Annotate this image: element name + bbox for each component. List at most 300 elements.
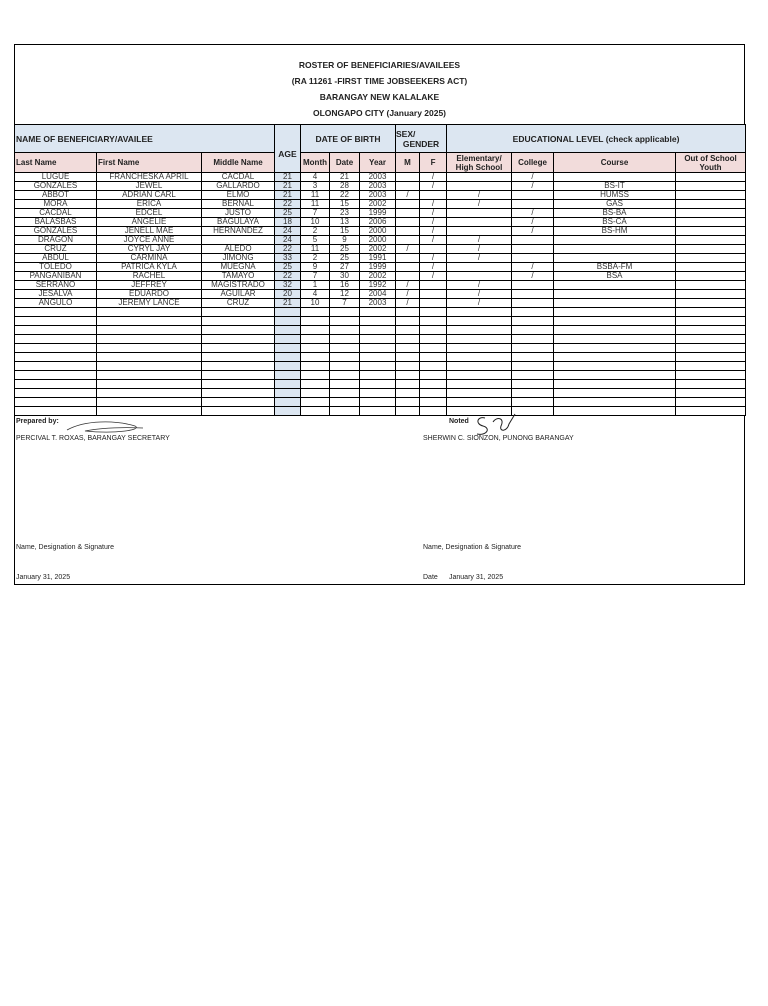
- cell-date: 15: [330, 227, 360, 236]
- name-header: NAME OF BENEFICIARY/AVAILEE: [15, 125, 275, 153]
- empty-cell: [301, 317, 330, 326]
- empty-cell: [202, 326, 275, 335]
- empty-cell: [420, 407, 447, 416]
- cell-osy: [676, 182, 746, 191]
- cell-f: [420, 191, 447, 200]
- cell-osy: [676, 200, 746, 209]
- cell-f: /: [420, 209, 447, 218]
- empty-cell: [202, 407, 275, 416]
- empty-cell: [275, 326, 301, 335]
- empty-cell: [420, 389, 447, 398]
- cell-date: 23: [330, 209, 360, 218]
- empty-cell: [554, 353, 676, 362]
- prepared-signature-icon: [65, 418, 145, 436]
- cell-year: 1999: [360, 209, 396, 218]
- cell-college: /: [512, 182, 554, 191]
- year-header: Year: [360, 153, 396, 173]
- cell-osy: [676, 191, 746, 200]
- elem-header-line-1: Elementary/: [456, 153, 502, 163]
- empty-cell: [512, 317, 554, 326]
- cell-year: 2003: [360, 191, 396, 200]
- empty-cell: [447, 335, 512, 344]
- cell-first: EDUARDO: [97, 290, 202, 299]
- empty-cell: [97, 380, 202, 389]
- empty-cell: [512, 326, 554, 335]
- empty-cell: [15, 362, 97, 371]
- cell-first: EDCEL: [97, 209, 202, 218]
- osy-header: [676, 153, 746, 173]
- cell-month: 11: [301, 200, 330, 209]
- empty-cell: [447, 353, 512, 362]
- empty-cell: [447, 326, 512, 335]
- empty-cell: [420, 353, 447, 362]
- empty-cell: [360, 371, 396, 380]
- empty-row: [15, 353, 746, 362]
- empty-cell: [554, 398, 676, 407]
- empty-row: [15, 326, 746, 335]
- empty-cell: [301, 371, 330, 380]
- cell-f: /: [420, 200, 447, 209]
- cell-f: /: [420, 173, 447, 182]
- empty-cell: [330, 371, 360, 380]
- empty-cell: [330, 353, 360, 362]
- empty-cell: [202, 398, 275, 407]
- cell-osy: [676, 263, 746, 272]
- empty-cell: [275, 335, 301, 344]
- empty-cell: [97, 353, 202, 362]
- cell-year: 2000: [360, 227, 396, 236]
- empty-cell: [420, 344, 447, 353]
- cell-elem: /: [447, 290, 512, 299]
- cell-m: [396, 182, 420, 191]
- empty-cell: [202, 362, 275, 371]
- cell-year: 1999: [360, 263, 396, 272]
- cell-f: /: [420, 227, 447, 236]
- cell-college: [512, 299, 554, 308]
- empty-cell: [447, 344, 512, 353]
- osy-header-line-2: Youth: [699, 162, 722, 172]
- cell-month: 5: [301, 236, 330, 245]
- cell-last: TOLEDO: [15, 263, 97, 272]
- empty-cell: [554, 317, 676, 326]
- empty-cell: [676, 317, 746, 326]
- empty-cell: [15, 317, 97, 326]
- empty-cell: [301, 362, 330, 371]
- cell-month: 10: [301, 218, 330, 227]
- empty-row: [15, 380, 746, 389]
- cell-f: /: [420, 218, 447, 227]
- title-line-3: BARANGAY NEW KALALAKE: [319, 92, 440, 102]
- cell-last: BALASBAS: [15, 218, 97, 227]
- cell-middle: HERNANDEZ: [202, 227, 275, 236]
- empty-cell: [676, 398, 746, 407]
- cell-month: 7: [301, 209, 330, 218]
- cell-month: 10: [301, 299, 330, 308]
- table-row: [15, 254, 746, 263]
- cell-course: [554, 245, 676, 254]
- cell-age: 18: [275, 218, 301, 227]
- cell-middle: ELMO: [202, 191, 275, 200]
- empty-cell: [15, 326, 97, 335]
- empty-cell: [97, 398, 202, 407]
- cell-osy: [676, 272, 746, 281]
- cell-elem: /: [447, 254, 512, 263]
- empty-cell: [420, 371, 447, 380]
- table-row: [15, 227, 746, 236]
- date-header: Date: [330, 153, 360, 173]
- empty-cell: [202, 380, 275, 389]
- osy-header-line-1: Out of School: [684, 153, 737, 163]
- cell-middle: BAGULAYA: [202, 218, 275, 227]
- cell-date: 21: [330, 173, 360, 182]
- cell-age: 24: [275, 227, 301, 236]
- empty-cell: [447, 380, 512, 389]
- cell-course: [554, 236, 676, 245]
- cell-year: 2003: [360, 299, 396, 308]
- empty-cell: [15, 380, 97, 389]
- cell-first: FRANCHESKA APRIL: [97, 173, 202, 182]
- cell-f: /: [420, 263, 447, 272]
- cell-osy: [676, 254, 746, 263]
- cell-month: 7: [301, 272, 330, 281]
- cell-date: 12: [330, 290, 360, 299]
- empty-cell: [15, 398, 97, 407]
- empty-cell: [360, 308, 396, 317]
- table-row: [15, 272, 746, 281]
- empty-cell: [275, 362, 301, 371]
- cell-course: BS-CA: [554, 218, 676, 227]
- cell-m: /: [396, 299, 420, 308]
- cell-college: [512, 200, 554, 209]
- cell-middle: [202, 236, 275, 245]
- cell-first: RACHEL: [97, 272, 202, 281]
- course-header: Course: [554, 153, 676, 173]
- cell-last: LUGUE: [15, 173, 97, 182]
- cell-year: 2002: [360, 272, 396, 281]
- empty-cell: [330, 344, 360, 353]
- cell-middle: JUSTO: [202, 209, 275, 218]
- empty-cell: [97, 326, 202, 335]
- cell-age: 21: [275, 299, 301, 308]
- cell-year: 2004: [360, 290, 396, 299]
- empty-cell: [360, 407, 396, 416]
- empty-cell: [202, 317, 275, 326]
- empty-cell: [396, 326, 420, 335]
- male-header: M: [396, 153, 420, 173]
- cell-date: 28: [330, 182, 360, 191]
- empty-cell: [360, 389, 396, 398]
- cell-date: 25: [330, 245, 360, 254]
- cell-elem: /: [447, 299, 512, 308]
- empty-cell: [512, 389, 554, 398]
- empty-cell: [554, 407, 676, 416]
- cell-age: 24: [275, 236, 301, 245]
- empty-cell: [301, 344, 330, 353]
- cell-osy: [676, 281, 746, 290]
- empty-cell: [360, 362, 396, 371]
- empty-cell: [447, 389, 512, 398]
- cell-age: 32: [275, 281, 301, 290]
- empty-cell: [447, 317, 512, 326]
- empty-cell: [676, 407, 746, 416]
- left-caption: Name, Designation & Signature: [16, 544, 115, 551]
- empty-cell: [15, 353, 97, 362]
- cell-course: BS-IT: [554, 182, 676, 191]
- table-row: [15, 236, 746, 245]
- sex-header-line-2: GENDER: [402, 138, 440, 149]
- empty-cell: [512, 398, 554, 407]
- cell-m: [396, 173, 420, 182]
- cell-f: [420, 299, 447, 308]
- empty-cell: [330, 380, 360, 389]
- cell-m: /: [396, 245, 420, 254]
- empty-row: [15, 371, 746, 380]
- empty-cell: [202, 335, 275, 344]
- empty-cell: [360, 317, 396, 326]
- cell-middle: BERNAL: [202, 200, 275, 209]
- cell-college: /: [512, 272, 554, 281]
- roster-body: [15, 173, 746, 416]
- cell-college: [512, 191, 554, 200]
- empty-cell: [330, 407, 360, 416]
- cell-course: [554, 173, 676, 182]
- empty-cell: [275, 407, 301, 416]
- cell-month: 1: [301, 281, 330, 290]
- empty-cell: [447, 308, 512, 317]
- cell-m: [396, 200, 420, 209]
- cell-age: 25: [275, 263, 301, 272]
- cell-middle: AGUILAR: [202, 290, 275, 299]
- cell-last: ABDUL: [15, 254, 97, 263]
- empty-cell: [15, 371, 97, 380]
- cell-middle: TAMAYO: [202, 272, 275, 281]
- cell-month: 3: [301, 182, 330, 191]
- cell-college: [512, 236, 554, 245]
- cell-m: [396, 272, 420, 281]
- empty-cell: [447, 398, 512, 407]
- cell-last: ABBOT: [15, 191, 97, 200]
- cell-m: [396, 263, 420, 272]
- cell-first: PATRICA KYLA: [97, 263, 202, 272]
- table-row: [15, 173, 746, 182]
- table-row: [15, 209, 746, 218]
- empty-row: [15, 317, 746, 326]
- empty-cell: [676, 308, 746, 317]
- empty-cell: [275, 353, 301, 362]
- empty-cell: [97, 407, 202, 416]
- empty-cell: [330, 308, 360, 317]
- cell-elem: /: [447, 281, 512, 290]
- cell-elem: /: [447, 245, 512, 254]
- table-row: [15, 281, 746, 290]
- empty-cell: [360, 344, 396, 353]
- empty-row: [15, 344, 746, 353]
- cell-year: 2002: [360, 245, 396, 254]
- cell-osy: [676, 299, 746, 308]
- sex-header-line-1: SEX/: [396, 128, 416, 139]
- cell-last: PANGANIBAN: [15, 272, 97, 281]
- empty-cell: [360, 326, 396, 335]
- empty-cell: [97, 389, 202, 398]
- empty-cell: [97, 317, 202, 326]
- college-header: College: [512, 153, 554, 173]
- cell-osy: [676, 218, 746, 227]
- empty-cell: [330, 389, 360, 398]
- empty-cell: [97, 308, 202, 317]
- cell-course: BS-HM: [554, 227, 676, 236]
- empty-cell: [275, 380, 301, 389]
- cell-date: 30: [330, 272, 360, 281]
- empty-row: [15, 335, 746, 344]
- cell-elem: /: [447, 200, 512, 209]
- cell-year: 1991: [360, 254, 396, 263]
- cell-age: 21: [275, 182, 301, 191]
- empty-cell: [420, 335, 447, 344]
- right-date-label: Date: [423, 574, 438, 581]
- empty-row: [15, 389, 746, 398]
- cell-middle: MAGISTRADO: [202, 281, 275, 290]
- empty-cell: [275, 317, 301, 326]
- empty-cell: [396, 335, 420, 344]
- cell-osy: [676, 236, 746, 245]
- prepared-label: Prepared by:: [16, 418, 59, 425]
- empty-cell: [447, 371, 512, 380]
- dob-header: DATE OF BIRTH: [301, 125, 396, 153]
- empty-cell: [420, 398, 447, 407]
- empty-cell: [396, 380, 420, 389]
- cell-m: [396, 218, 420, 227]
- cell-course: [554, 290, 676, 299]
- cell-date: 22: [330, 191, 360, 200]
- noted-name: SHERWIN C. SIONZON, PUNONG BARANGAY: [423, 435, 574, 442]
- cell-month: 11: [301, 245, 330, 254]
- empty-cell: [15, 389, 97, 398]
- empty-cell: [202, 371, 275, 380]
- empty-cell: [15, 344, 97, 353]
- cell-month: 4: [301, 290, 330, 299]
- cell-age: 22: [275, 200, 301, 209]
- cell-college: [512, 254, 554, 263]
- empty-cell: [676, 380, 746, 389]
- cell-first: ERICA: [97, 200, 202, 209]
- cell-osy: [676, 245, 746, 254]
- signature-area: [14, 416, 745, 543]
- roster-table: [14, 124, 746, 416]
- cell-f: /: [420, 182, 447, 191]
- cell-college: /: [512, 173, 554, 182]
- empty-cell: [554, 326, 676, 335]
- empty-cell: [512, 371, 554, 380]
- cell-f: [420, 281, 447, 290]
- cell-last: CRUZ: [15, 245, 97, 254]
- empty-cell: [360, 353, 396, 362]
- empty-cell: [396, 389, 420, 398]
- cell-f: [420, 290, 447, 299]
- right-caption: Name, Designation & Signature: [423, 544, 522, 551]
- title-line-4: OLONGAPO CITY (January 2025): [312, 108, 447, 118]
- cell-last: GONZALES: [15, 227, 97, 236]
- cell-first: ADRIAN CARL: [97, 191, 202, 200]
- empty-cell: [301, 407, 330, 416]
- cell-m: [396, 227, 420, 236]
- empty-cell: [554, 389, 676, 398]
- cell-first: JENELL MAE: [97, 227, 202, 236]
- female-header: F: [420, 153, 447, 173]
- cell-first: JEFFREY: [97, 281, 202, 290]
- empty-cell: [301, 380, 330, 389]
- empty-cell: [420, 362, 447, 371]
- cell-college: /: [512, 209, 554, 218]
- cell-first: CARMINA: [97, 254, 202, 263]
- cell-course: BSBA-FM: [554, 263, 676, 272]
- empty-cell: [420, 308, 447, 317]
- left-date: January 31, 2025: [16, 574, 71, 581]
- cell-date: 27: [330, 263, 360, 272]
- cell-date: 15: [330, 200, 360, 209]
- empty-cell: [330, 326, 360, 335]
- cell-elem: [447, 173, 512, 182]
- cell-first: JOYCE ANNE: [97, 236, 202, 245]
- cell-elem: [447, 272, 512, 281]
- cell-year: 2002: [360, 200, 396, 209]
- cell-middle: MUEGNA: [202, 263, 275, 272]
- empty-cell: [97, 371, 202, 380]
- cell-college: [512, 290, 554, 299]
- empty-cell: [512, 353, 554, 362]
- empty-cell: [420, 380, 447, 389]
- cell-m: [396, 236, 420, 245]
- table-row: [15, 218, 746, 227]
- empty-cell: [512, 380, 554, 389]
- cell-month: 4: [301, 173, 330, 182]
- empty-cell: [396, 407, 420, 416]
- empty-cell: [676, 326, 746, 335]
- empty-cell: [330, 362, 360, 371]
- empty-cell: [676, 389, 746, 398]
- cell-last: GONZALES: [15, 182, 97, 191]
- empty-cell: [301, 353, 330, 362]
- empty-cell: [676, 362, 746, 371]
- cell-college: /: [512, 263, 554, 272]
- cell-first: JEWEL: [97, 182, 202, 191]
- table-row: [15, 263, 746, 272]
- title-line-2: (RA 11261 -FIRST TIME JOBSEEKERS ACT): [291, 76, 468, 86]
- empty-cell: [97, 344, 202, 353]
- cell-elem: /: [447, 191, 512, 200]
- cell-age: 22: [275, 245, 301, 254]
- age-header: AGE: [275, 125, 301, 173]
- last-name-header: Last Name: [15, 153, 97, 173]
- empty-cell: [301, 335, 330, 344]
- cell-elem: [447, 218, 512, 227]
- cell-course: GAS: [554, 200, 676, 209]
- prepared-name: PERCIVAL T. ROXAS, BARANGAY SECRETARY: [16, 435, 170, 442]
- cell-date: 25: [330, 254, 360, 263]
- empty-cell: [554, 308, 676, 317]
- cell-elem: /: [447, 236, 512, 245]
- empty-cell: [330, 335, 360, 344]
- cell-last: DRAGON: [15, 236, 97, 245]
- cell-college: [512, 281, 554, 290]
- elem-header-line-2: High School: [455, 162, 503, 172]
- empty-cell: [554, 362, 676, 371]
- cell-first: CYRYL JAY: [97, 245, 202, 254]
- table-row: [15, 245, 746, 254]
- cell-f: /: [420, 254, 447, 263]
- empty-cell: [202, 308, 275, 317]
- empty-cell: [676, 344, 746, 353]
- title-line-1: ROSTER OF BENEFICIARIES/AVAILEES: [298, 60, 461, 70]
